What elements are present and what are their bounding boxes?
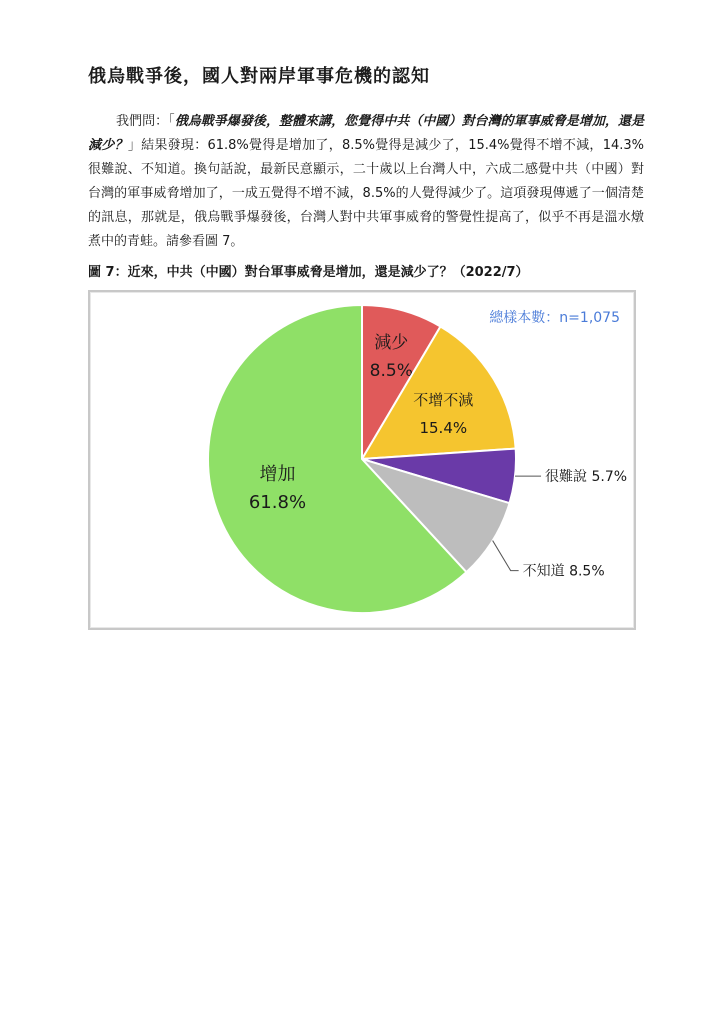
slice-label-name: 增加 [259,464,296,486]
survey-question: 俄烏戰爭爆發後，整體來講，您覺得中共（中國）對台灣的軍事威脅是增加，還是減少？ [88,114,644,153]
leader-line [493,541,519,571]
sample-size-note: 總樣本數：n=1,075 [489,310,620,326]
slice-label-outside: 很難說 5.7% [545,469,628,486]
slice-label-name: 不增不減 [413,390,474,409]
section-heading: 俄烏戰爭後，國人對兩岸軍事危機的認知 [88,66,430,87]
slice-label-value: 15.4% [419,418,468,437]
paragraph-findings: 」結果發現：61.8%覺得是增加了，8.5%覺得是減少了，15.4%覺得不增不減，14.3%很難說、不知道。換句話說，最新民意顯示，二十歲以上台灣人中，六成二感覺中共（中國）對台灣的軍事威脅增加了，一成五覺得不增不減，8.5%的人覺得減少了。這項發現傳遞了一個清楚的訊息，那就是，俄烏戰爭爆發後，台灣人對中共軍事威脅的警覺性提高了，似乎不再是溫水燉煮中的青蛙。請參看圖 7。 [88,138,644,249]
slice-label-name: 減少 [374,333,409,354]
pie-chart-figure [88,290,636,630]
body-paragraph [88,110,644,254]
figure-caption: 圖 7：近來，中共（中國）對台軍事威脅是增加，還是減少了？（2022/7） [88,265,529,280]
slice-label-value: 61.8% [248,492,307,514]
slice-label-outside: 不知道 8.5% [522,563,605,580]
pie-chart [90,292,634,628]
slice-label-value: 8.5% [369,361,413,382]
paragraph-intro: 我們問：「 [116,114,175,129]
